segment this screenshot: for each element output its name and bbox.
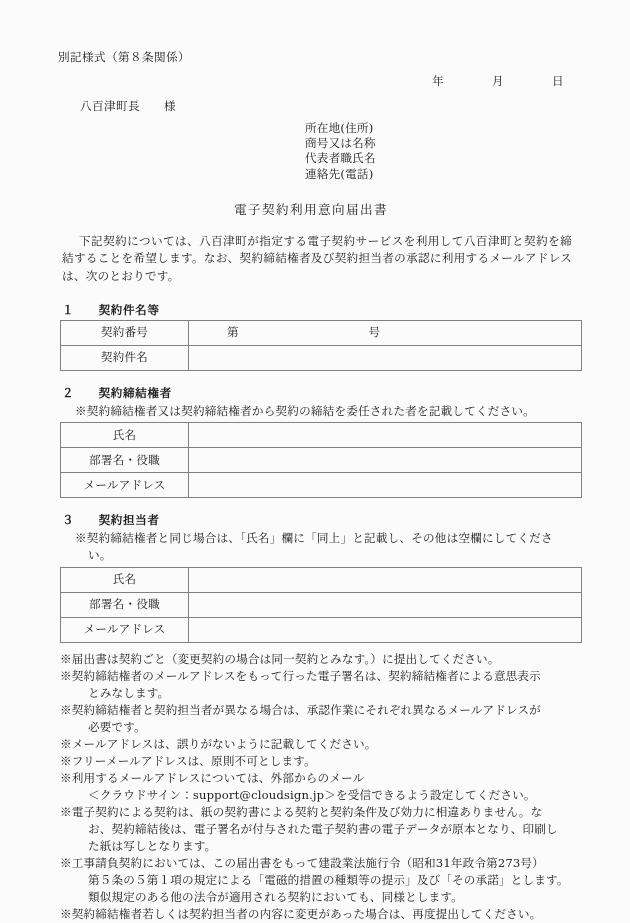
note-item [60,736,572,753]
note-line: 必要です。 [88,719,146,734]
table-row [61,617,582,642]
section-title-3: 契約担当者 [98,513,160,528]
sender-field-contact: 連絡先(電話) [305,166,374,181]
note-line: 第５条の５第１項の規定による「電磁的措置の種類等の提示」及び「その承諾」とします。 [88,872,569,887]
note-line: ※フリーメールアドレスは、原則不可とします。 [60,753,316,768]
row-value-email-authority[interactable] [189,473,582,498]
date-line: 年 月 日 [432,73,564,88]
contract-contact-table [60,567,582,643]
row-value-contract-number[interactable] [189,320,582,345]
row-value-email-contact[interactable] [189,617,582,642]
section-title-1: 契約件名等 [98,303,160,318]
notes-list [60,651,572,923]
section-heading-3 [62,515,572,527]
contract-info-table [60,320,582,371]
section-number-2: ２ [62,385,75,400]
row-label-department-authority: 部署名・役職 [61,448,189,473]
note-line: ※契約締結権者若しくは契約担当者の内容に変更があった場合は、再度提出してください。 [60,907,542,922]
note-item [60,668,572,702]
row-label-email-contact: メールアドレス [61,617,189,642]
table-row [61,567,582,592]
note-line-email: ＜クラウドサイン：support@cloudsign.jp＞を受信できるよう設定してください。 [88,787,536,802]
sender-field-representative: 代表者職氏名 [305,151,376,166]
note-line: ※電子契約による契約は、紙の契約書による契約と契約条件及び効力に相違ありません。な [60,804,543,819]
table-row [61,320,582,345]
page-title: 電子契約利用意向届出書 [234,201,388,217]
row-value-department-authority[interactable] [189,448,582,473]
row-label-name-authority: 氏名 [61,423,189,448]
table-row [61,592,582,617]
row-label-email-authority: メールアドレス [61,473,189,498]
note-item [60,804,572,855]
note-line: 類似規定のある他の法令が適用される契約においても、同様とします。 [88,890,463,904]
sender-field-company-name: 商号又は名称 [305,136,376,151]
intro-paragraph: 下記契約については、八百津町が指定する電子契約サービスを利用して八百津町と契約を締結することを希望します。なお、契約締結権者及び契約担当者の承認に利用するメールアドレスは、次のとおりです。 [62,233,572,283]
sender-field-address: 所在地(住所) [305,120,374,135]
note-line: た紙は写しとなります。 [88,838,217,853]
table-row [61,448,582,473]
note-line: ※契約締結権者のメールアドレスをもって行った電子署名は、契約締結権者による意思表示 [60,668,541,683]
table-row [61,345,582,370]
note-line: ※利用するメールアドレスについては、外部からのメール [60,770,365,785]
table-row [61,423,582,448]
contract-number-marks: 第 号 [227,325,381,340]
sender-block [305,121,572,182]
note-line: ※メールアドレスは、誤りがないように記載してください。 [60,736,377,751]
table-row [61,473,582,498]
section-note-3: ※契約締結権者と同じ場合は、「氏名」欄に「同上」と記載し、その他は空欄にしてください。 [75,530,553,562]
section-heading-1 [62,305,572,317]
section-number-3: ３ [62,513,75,528]
section-heading-2 [62,385,572,400]
section-note-2: ※契約締結権者又は契約締結権者から契約の締結を委任された者を記載してください。 [75,403,535,418]
row-value-department-contact[interactable] [189,592,582,617]
note-line: ※届出書は契約ごと（変更契約の場合は同一契約とみなす。）に提出してください。 [60,651,500,666]
row-value-contract-name[interactable] [189,345,582,370]
row-label-contract-number: 契約番号 [61,320,189,345]
section-title-2: 契約締結権者 [98,385,172,400]
note-line: とみなします。 [88,685,170,700]
note-item [60,702,572,736]
form-code: 別記様式（第８条関係） [58,50,190,64]
note-line: お、契約締結後は、電子署名が付与された電子契約書の電子データが原本となり、印刷し [88,821,558,836]
note-item [60,906,572,923]
note-item [60,770,572,804]
row-label-contract-name: 契約件名 [61,345,189,370]
row-value-name-contact[interactable] [189,567,582,592]
note-item [60,753,572,770]
addressee: 八百津町長 様 [80,99,176,114]
note-line: ※契約締結権者と契約担当者が異なる場合は、承認作業にそれぞれ異なるメールアドレスが [60,702,541,717]
note-line: ※工事請負契約においては、この届出書をもって建設業法施行令（昭和31年政令第273号） [60,855,544,870]
note-item [60,651,572,668]
row-label-department-contact: 部署名・役職 [61,592,189,617]
contract-authority-table [60,422,582,498]
row-value-name-authority[interactable] [189,423,582,448]
row-label-name-contact: 氏名 [61,567,189,592]
note-item [60,855,572,906]
section-number-1: １ [62,303,75,318]
